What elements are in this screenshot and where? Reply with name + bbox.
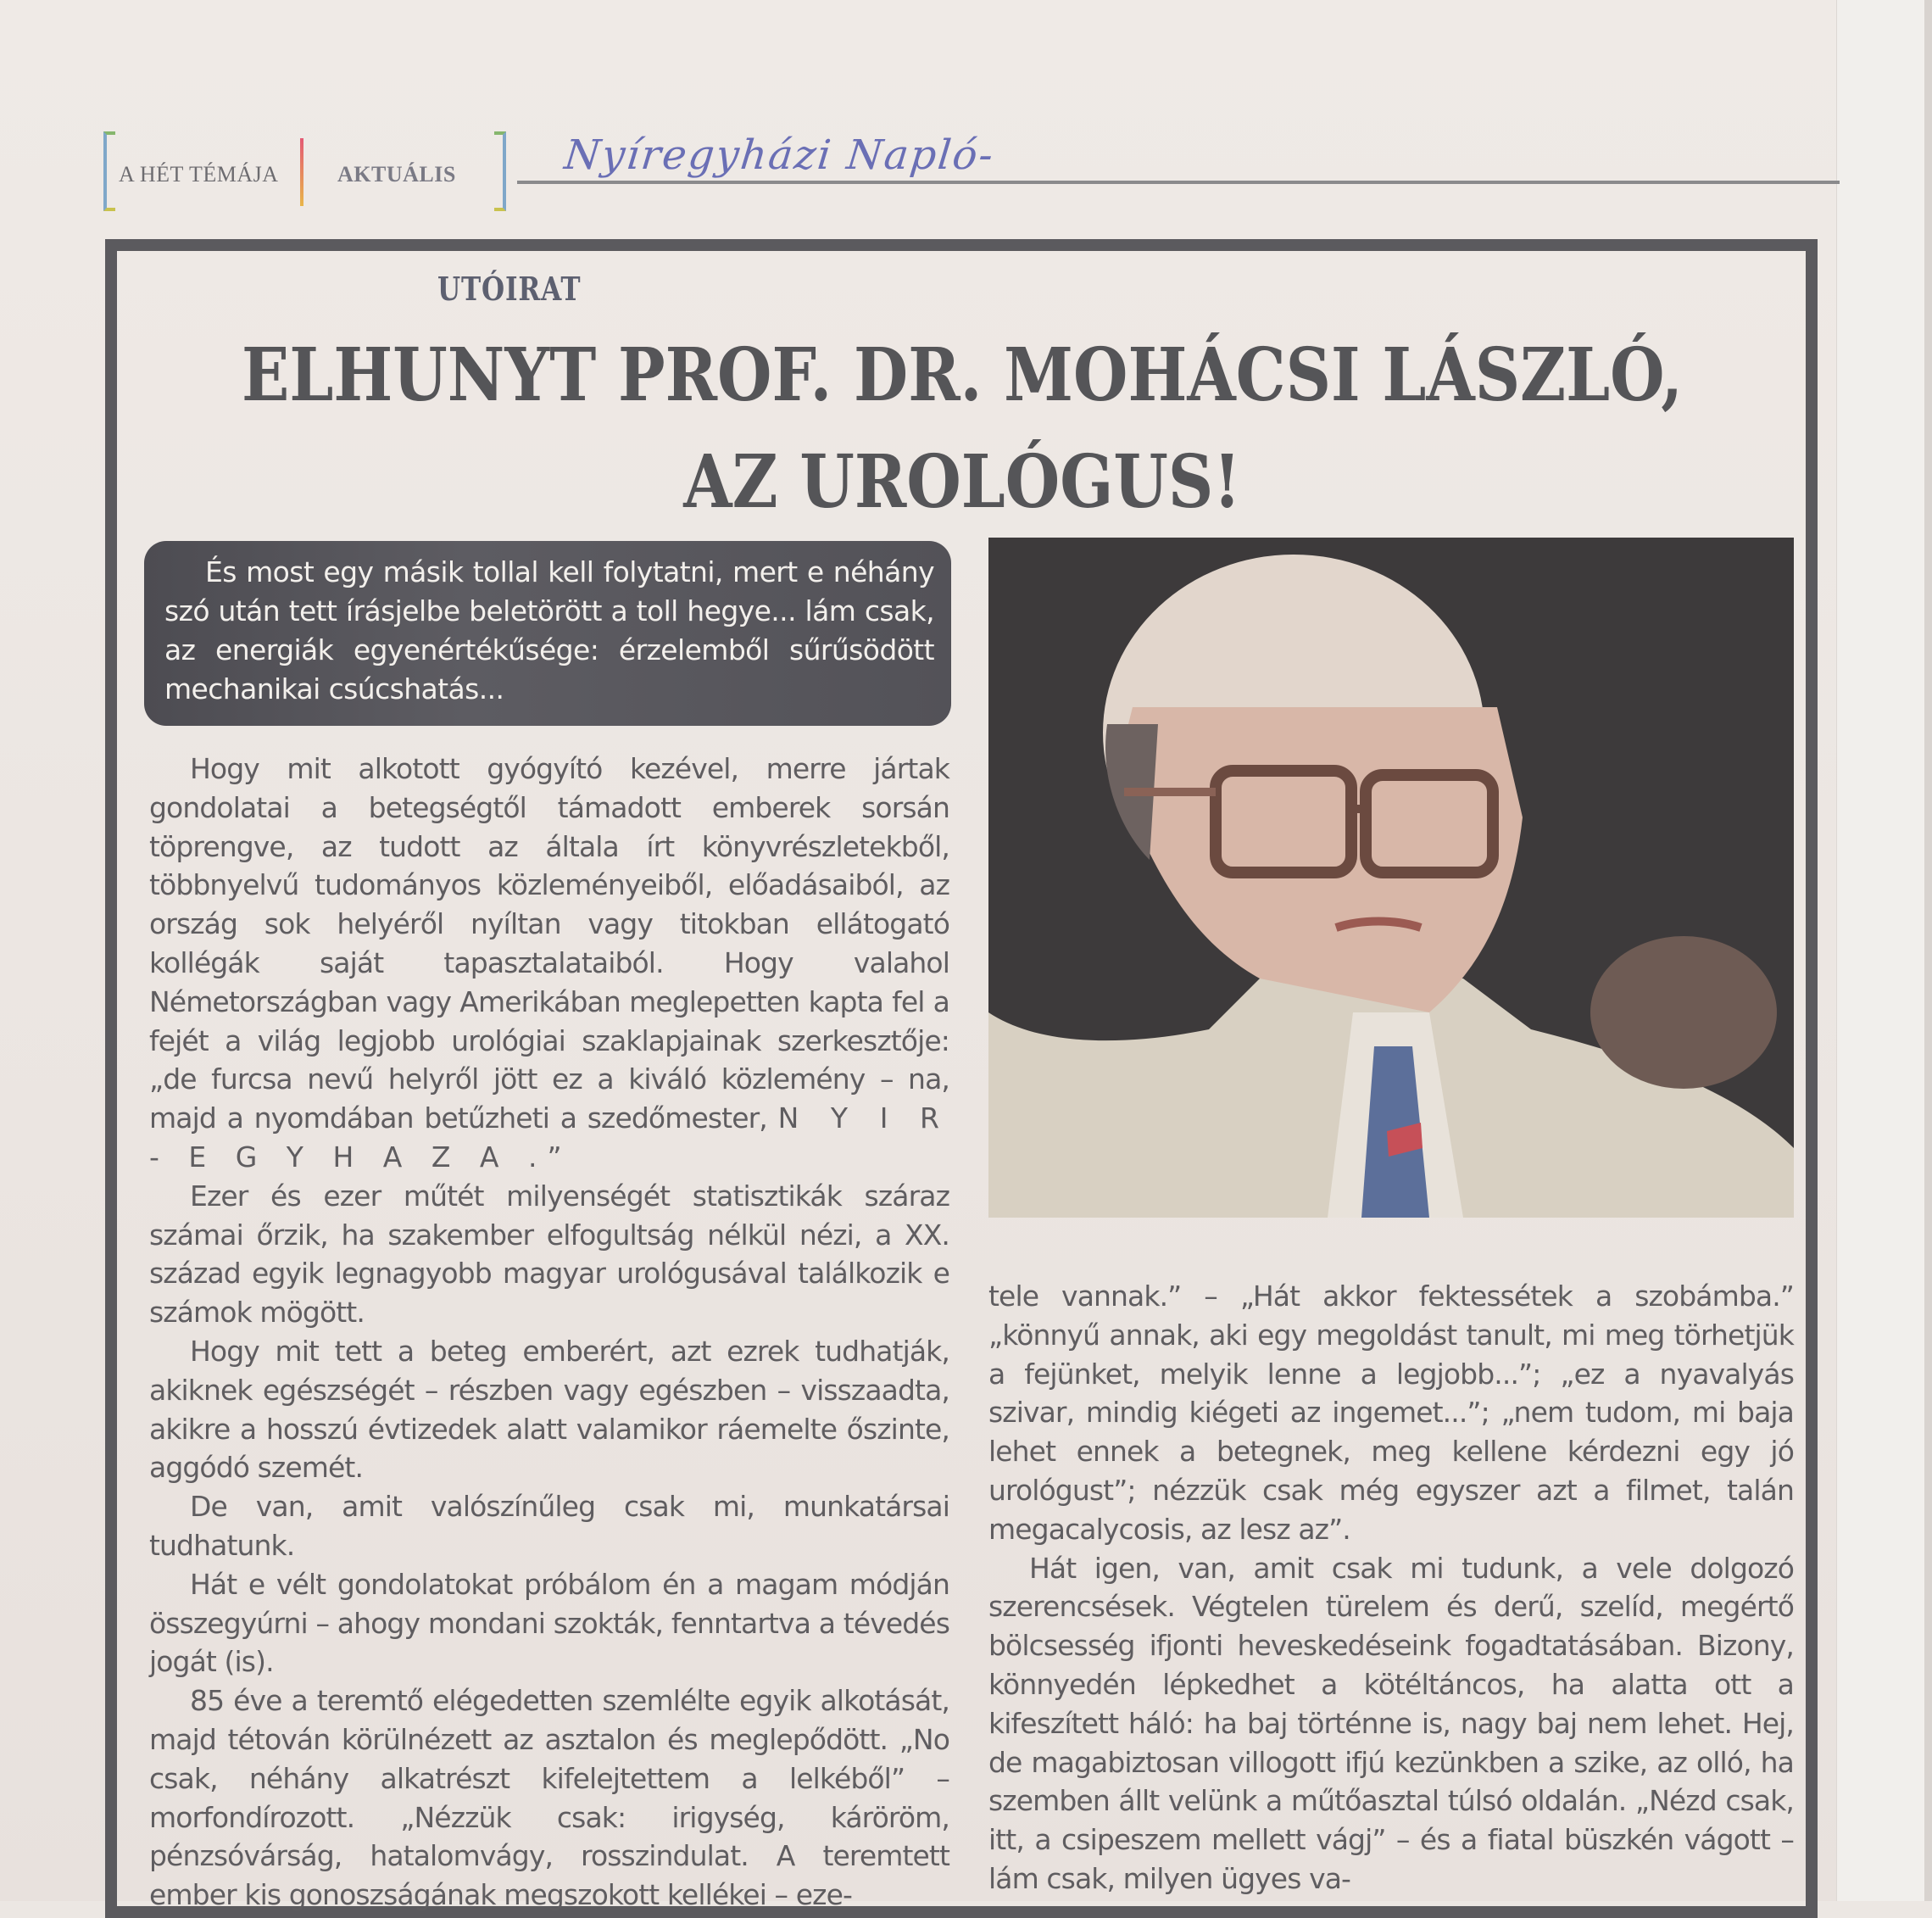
paragraph-text: Hogy mit alkotott gyógyító kezével, merre jártak gondolatai a betegségtől támadott emberek sorsán töprengve, az tudott az általa írt könyvrészletekből, többnyelvű tudományos közleményeiből, előadásaiból, az ország sok helyéről nyíltan vagy titokban ellátogató kollégák saját tapasztalataiból. Hogy valahol Németországban vagy Amerikában meglepetten kapta fel a fejét a világ legjobb urológiai szaklapjainak szerkesztője: „de furcsa nevű helyről jött ez a kiváló közlemény – na, majd a nyomdában betűzheti a szedőmester, [149, 752, 949, 1135]
article-body-right-column [988, 1277, 1794, 1898]
paragraph: Hát e vélt gondolatokat próbálom én a magam módján összegyúrni – ahogy mondani szokták, fenntartva a tévedés jogát (is). [149, 1567, 949, 1679]
left-bracket-icon [103, 131, 115, 211]
section-header [100, 131, 1838, 208]
paragraph: 85 éve a teremtő elégedetten szemlélte egyik alkotását, majd tétován körülnézett az asztalon és meglepődött. „No csak, néhány alkatrészt kifelejtettem a lelkéből” – morfondírozott. „Nézzük csak: irigység, káröröm, pénzsóvárság, hatalomvágy, rosszindulat. A teremtett ember kis gonoszságának megszokott kellékei – eze- [149, 1684, 949, 1912]
page-margin [1836, 0, 1932, 1901]
section-label-current: AKTUÁLIS [337, 162, 456, 187]
paragraph: Hogy mit tett a beteg emberért, azt ezrek tudhatják, akiknek egészségét – részben vagy egészben – visszaadta, akikre a hosszú évtizedek alatt valamikor ráemelte őszinte, aggódó szemét. [149, 1334, 949, 1485]
section-label-week-topic: A HÉT TÉMÁJA [119, 162, 279, 187]
paragraph: Hát igen, van, amit csak mi tudunk, a vele dolgozó szerencsések. Végtelen türelem és derű, szelíd, megértő bölcsesség ifjonti heveskedéseink fogadtatásában. Bizony, könnyedén lépkedhet a kötéltáncos, ha alatta ott a kifeszített háló: ha baj történne is, nagy baj nem lehet. Hej, de magabiztosan villogott ifjú kezünkben a szike, az olló, ha szemben állt velünk a műtőasztal túlsó oldalán. „Nézd csak, itt, a csipeszem mellett vágj” – és a fiatal büszkén vágott – lám csak, milyen ügyes va- [988, 1551, 1794, 1895]
page-edge [1924, 0, 1932, 1901]
paragraph: Ezer és ezer műtét milyenségét statisztikák száraz számai őrzik, ha szakember elfogultság nélkül nézi, a XX. század egyik legnagyobb magyar urológusával találkozik e számok mögött. [149, 1179, 949, 1330]
paragraph-text-spaced: N Y I R - E G Y H A Z A .” [149, 1101, 949, 1174]
paragraph: tele vannak.” – „Hát akkor fektessétek a szobámba.” „könnyű annak, aki egy megoldást tanult, mi meg törhetjük a fejünket, melyik lenne a legjobb...”; „ez a nyavalyás szivar, mindig kiégeti az ingemet...”; „nem tudom, mi baja lehet ennek a betegnek, meg kellene kérdezni egy jó urológust”; nézzük csak még egyszer azt a filmet, talán megacalycosis, az lesz az”. [988, 1280, 1794, 1546]
lead-text: És most egy másik tollal kell folytatni, mert e néhány szó után tett írásjelbe beletörött a toll hegye... lám csak, az energiák egyenértékűsége: érzelemből sűrűsödött mechanikai csúcshatás... [164, 555, 934, 705]
headline-line-1: ELHUNYT PROF. DR. MOHÁCSI LÁSZLÓ, [242, 332, 1683, 418]
paragraph [149, 750, 949, 1177]
lead-box [144, 541, 951, 726]
section-divider [300, 138, 303, 206]
article-kicker: UTÓIRAT [437, 270, 582, 308]
right-bracket-icon [494, 131, 506, 211]
headline-line-2: AZ UROLÓGUS! [683, 439, 1241, 525]
paragraph: De van, amit valószínűleg csak mi, munkatársai tudhatunk. [149, 1490, 949, 1562]
article-body-left-column [149, 750, 949, 1915]
handwritten-note: Nyíregyházi Napló- [562, 131, 997, 179]
header-rule [517, 181, 1840, 184]
portrait-illustration [988, 538, 1794, 1218]
portrait-photo [988, 538, 1794, 1218]
background-person [1590, 936, 1777, 1089]
